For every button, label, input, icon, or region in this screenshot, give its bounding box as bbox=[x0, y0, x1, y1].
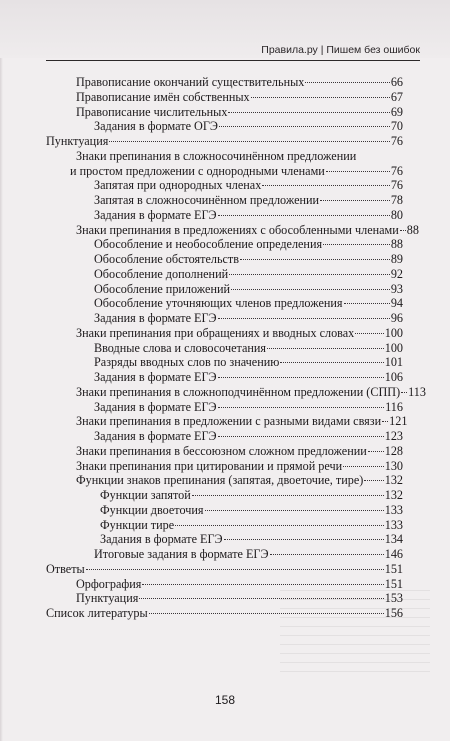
toc-entry-page: 94 bbox=[390, 296, 403, 311]
toc-entry bbox=[46, 90, 403, 105]
toc-leader-dots bbox=[218, 215, 390, 216]
toc-leader-dots bbox=[205, 510, 384, 511]
toc-leader-dots bbox=[267, 348, 384, 349]
toc-entry-title: Обособление и необособление определения bbox=[94, 237, 323, 252]
page-edge bbox=[0, 0, 3, 741]
toc-entry-title: Знаки препинания в бессоюзном сложном предложении bbox=[76, 443, 367, 458]
toc-entry-title: Пунктуация bbox=[76, 591, 139, 606]
toc-entry-page: 78 bbox=[390, 193, 403, 207]
toc-entry-page: 69 bbox=[390, 104, 403, 119]
toc-entry-page: 130 bbox=[384, 458, 403, 473]
toc-entry-page: 76 bbox=[390, 134, 403, 148]
toc-entry bbox=[46, 178, 403, 193]
toc-leader-dots bbox=[219, 126, 390, 127]
toc-entry-page: 93 bbox=[390, 281, 403, 296]
toc-entry-title: Обособление уточняющих членов предложения bbox=[94, 296, 343, 311]
toc-entry-title: Правописание имён собственных bbox=[76, 89, 250, 104]
toc-entry bbox=[46, 400, 403, 415]
toc-entry-title: Задания в формате ЕГЭ bbox=[94, 429, 217, 443]
toc-entry-title: Знаки препинания при цитировании и прямой речи bbox=[76, 458, 343, 473]
toc-leader-dots bbox=[192, 495, 384, 496]
toc-entry bbox=[46, 311, 403, 326]
toc-entry-page: 133 bbox=[384, 517, 403, 532]
toc-entry-title: Задания в формате ЕГЭ bbox=[94, 311, 217, 325]
toc-entry-page: 96 bbox=[390, 311, 403, 325]
toc-entry-page: 92 bbox=[390, 266, 403, 281]
toc-entry bbox=[46, 429, 403, 444]
toc-entry bbox=[46, 384, 426, 400]
toc-entry-page: 113 bbox=[408, 384, 426, 399]
toc-entry bbox=[46, 414, 408, 429]
toc-entry-page: 132 bbox=[384, 473, 403, 488]
toc-entry-title: Задания в формате ЕГЭ bbox=[94, 370, 217, 384]
toc-leader-dots bbox=[326, 171, 390, 172]
toc-entry bbox=[46, 547, 403, 562]
toc-entry-page: 146 bbox=[384, 547, 403, 561]
toc-leader-dots bbox=[218, 407, 385, 408]
toc-entry-page: 133 bbox=[384, 502, 403, 517]
toc-entry bbox=[46, 149, 403, 164]
toc-leader-dots bbox=[86, 569, 384, 570]
toc-leader-dots bbox=[270, 554, 384, 555]
toc-entry bbox=[46, 473, 403, 488]
toc-entry-page: 121 bbox=[389, 414, 408, 429]
toc-entry-title: Ответы bbox=[46, 561, 85, 576]
toc-entry-page: 80 bbox=[390, 207, 403, 222]
toc-entry-title: Знаки препинания в сложноподчинённом предложении (СПП) bbox=[76, 384, 401, 399]
toc-leader-dots bbox=[231, 289, 390, 290]
page-number: 158 bbox=[214, 693, 236, 707]
toc-entry-title: Задания в формате ЕГЭ bbox=[94, 207, 217, 222]
toc-entry-page: 89 bbox=[390, 252, 403, 266]
toc-entry-title: Знаки препинания в предложении с разными видами связи bbox=[76, 414, 382, 429]
toc-entry bbox=[46, 341, 403, 356]
toc-entry bbox=[46, 355, 403, 370]
toc-entry bbox=[46, 267, 403, 282]
toc-entry bbox=[46, 282, 403, 297]
toc-leader-dots bbox=[320, 200, 390, 201]
toc-entry-title: Функции знаков препинания (запятая, двоеточие, тире) bbox=[76, 473, 364, 488]
toc-entry-title: Запятая в сложносочинённом предложении bbox=[94, 193, 320, 207]
toc-leader-dots bbox=[305, 82, 389, 83]
toc-entry-page: 70 bbox=[390, 119, 403, 134]
toc-leader-dots bbox=[368, 451, 384, 452]
toc-leader-dots bbox=[382, 421, 388, 422]
toc-entry bbox=[46, 237, 403, 252]
toc-entry bbox=[46, 119, 403, 134]
toc-leader-dots bbox=[343, 466, 384, 467]
toc-leader-dots bbox=[355, 333, 383, 334]
toc-entry-title: Разряды вводных слов по значению bbox=[94, 355, 280, 370]
toc-entry bbox=[46, 444, 403, 459]
toc-entry-page: 101 bbox=[384, 355, 403, 370]
toc-entry-title: Пунктуация bbox=[46, 134, 109, 148]
toc-entry-page: 106 bbox=[384, 370, 403, 384]
toc-entry bbox=[46, 503, 403, 518]
toc-leader-dots bbox=[323, 244, 390, 245]
toc-entry-page: 151 bbox=[384, 576, 403, 591]
toc-entry-page: 151 bbox=[384, 561, 403, 576]
toc-entry-title: Функции двоеточия bbox=[100, 502, 204, 517]
toc-leader-dots bbox=[229, 274, 390, 275]
toc-leader-dots bbox=[142, 584, 383, 585]
toc-leader-dots bbox=[400, 230, 406, 231]
toc-leader-dots bbox=[218, 377, 384, 378]
toc-entry-title: Знаки препинания в сложносочинённом предложении bbox=[76, 148, 357, 163]
toc-entry-title: Запятая при однородных членах bbox=[94, 178, 262, 193]
toc-entry-title: и простом предложении с однородными членами bbox=[70, 163, 325, 178]
toc-entry-page: 67 bbox=[390, 89, 403, 104]
toc-entry bbox=[46, 326, 403, 341]
toc-entry-title: Обособление дополнений bbox=[94, 266, 229, 281]
toc-entry bbox=[46, 459, 403, 474]
table-of-contents bbox=[46, 75, 426, 621]
toc-entry-title: Орфография bbox=[76, 576, 142, 591]
toc-leader-dots bbox=[218, 436, 384, 437]
toc-leader-dots bbox=[344, 303, 390, 304]
toc-entry bbox=[46, 134, 403, 149]
header-rule bbox=[46, 60, 420, 61]
toc-entry-title: Итоговые задания в формате ЕГЭ bbox=[94, 547, 269, 561]
toc-entry bbox=[46, 518, 403, 533]
toc-leader-dots bbox=[262, 185, 390, 186]
toc-entry-page: 132 bbox=[384, 488, 403, 502]
toc-entry bbox=[46, 193, 403, 208]
toc-leader-dots bbox=[364, 480, 383, 481]
toc-entry-page: 100 bbox=[384, 325, 403, 340]
toc-leader-dots bbox=[401, 392, 407, 393]
show-through-text bbox=[280, 590, 430, 680]
toc-entry-title: Обособление приложений bbox=[94, 281, 231, 296]
toc-entry-page: 76 bbox=[390, 178, 403, 193]
toc-entry-title: Задания в формате ОГЭ bbox=[94, 119, 218, 134]
toc-entry-title: Обособление обстоятельств bbox=[94, 252, 239, 266]
toc-entry-page: 123 bbox=[384, 429, 403, 443]
toc-entry-page: 88 bbox=[390, 237, 403, 252]
toc-entry-title: Правописание числительных bbox=[76, 104, 228, 119]
toc-entry-page: 153 bbox=[384, 591, 403, 606]
toc-entry-title: Знаки препинания при обращениях и вводных словах bbox=[76, 325, 355, 340]
toc-entry-title: Задания в формате ЕГЭ bbox=[94, 399, 217, 414]
toc-entry-title: Знаки препинания в предложениях с обособленными членами bbox=[76, 222, 399, 237]
toc-entry bbox=[46, 208, 403, 223]
toc-entry bbox=[46, 370, 403, 385]
toc-leader-dots bbox=[251, 97, 390, 98]
toc-entry bbox=[46, 296, 403, 311]
toc-entry-page: 116 bbox=[385, 399, 403, 414]
toc-entry-title: Вводные слова и словосочетания bbox=[94, 340, 267, 355]
toc-entry bbox=[46, 164, 403, 179]
toc-entry bbox=[46, 105, 403, 120]
toc-entry-title: Задания в формате ЕГЭ bbox=[100, 532, 223, 547]
toc-leader-dots bbox=[175, 525, 384, 526]
running-head: Правила.ру | Пишем без ошибок bbox=[261, 44, 420, 56]
toc-entry-title: Список литературы bbox=[46, 606, 148, 620]
toc-leader-dots bbox=[218, 318, 390, 319]
toc-entry-page: 88 bbox=[406, 222, 419, 237]
toc-entry-page: 128 bbox=[384, 443, 403, 458]
toc-leader-dots bbox=[224, 539, 384, 540]
toc-leader-dots bbox=[280, 362, 383, 363]
toc-entry-page: 66 bbox=[390, 75, 403, 89]
toc-entry bbox=[46, 562, 403, 577]
toc-entry-page: 100 bbox=[384, 340, 403, 355]
toc-entry-page: 134 bbox=[384, 532, 403, 547]
toc-entry-page: 156 bbox=[384, 606, 403, 620]
toc-entry bbox=[46, 532, 403, 547]
toc-entry-title: Функции запятой bbox=[100, 488, 191, 502]
toc-entry-page: 76 bbox=[390, 163, 403, 178]
toc-leader-dots bbox=[240, 259, 390, 260]
toc-entry bbox=[46, 222, 419, 238]
toc-entry bbox=[46, 488, 403, 503]
toc-entry bbox=[46, 252, 403, 267]
toc-entry bbox=[46, 75, 403, 90]
toc-entry-title: Правописание окончаний существительных bbox=[76, 75, 305, 89]
toc-entry-title: Функции тире bbox=[100, 517, 175, 532]
toc-leader-dots bbox=[109, 141, 389, 142]
toc-leader-dots bbox=[228, 112, 389, 113]
